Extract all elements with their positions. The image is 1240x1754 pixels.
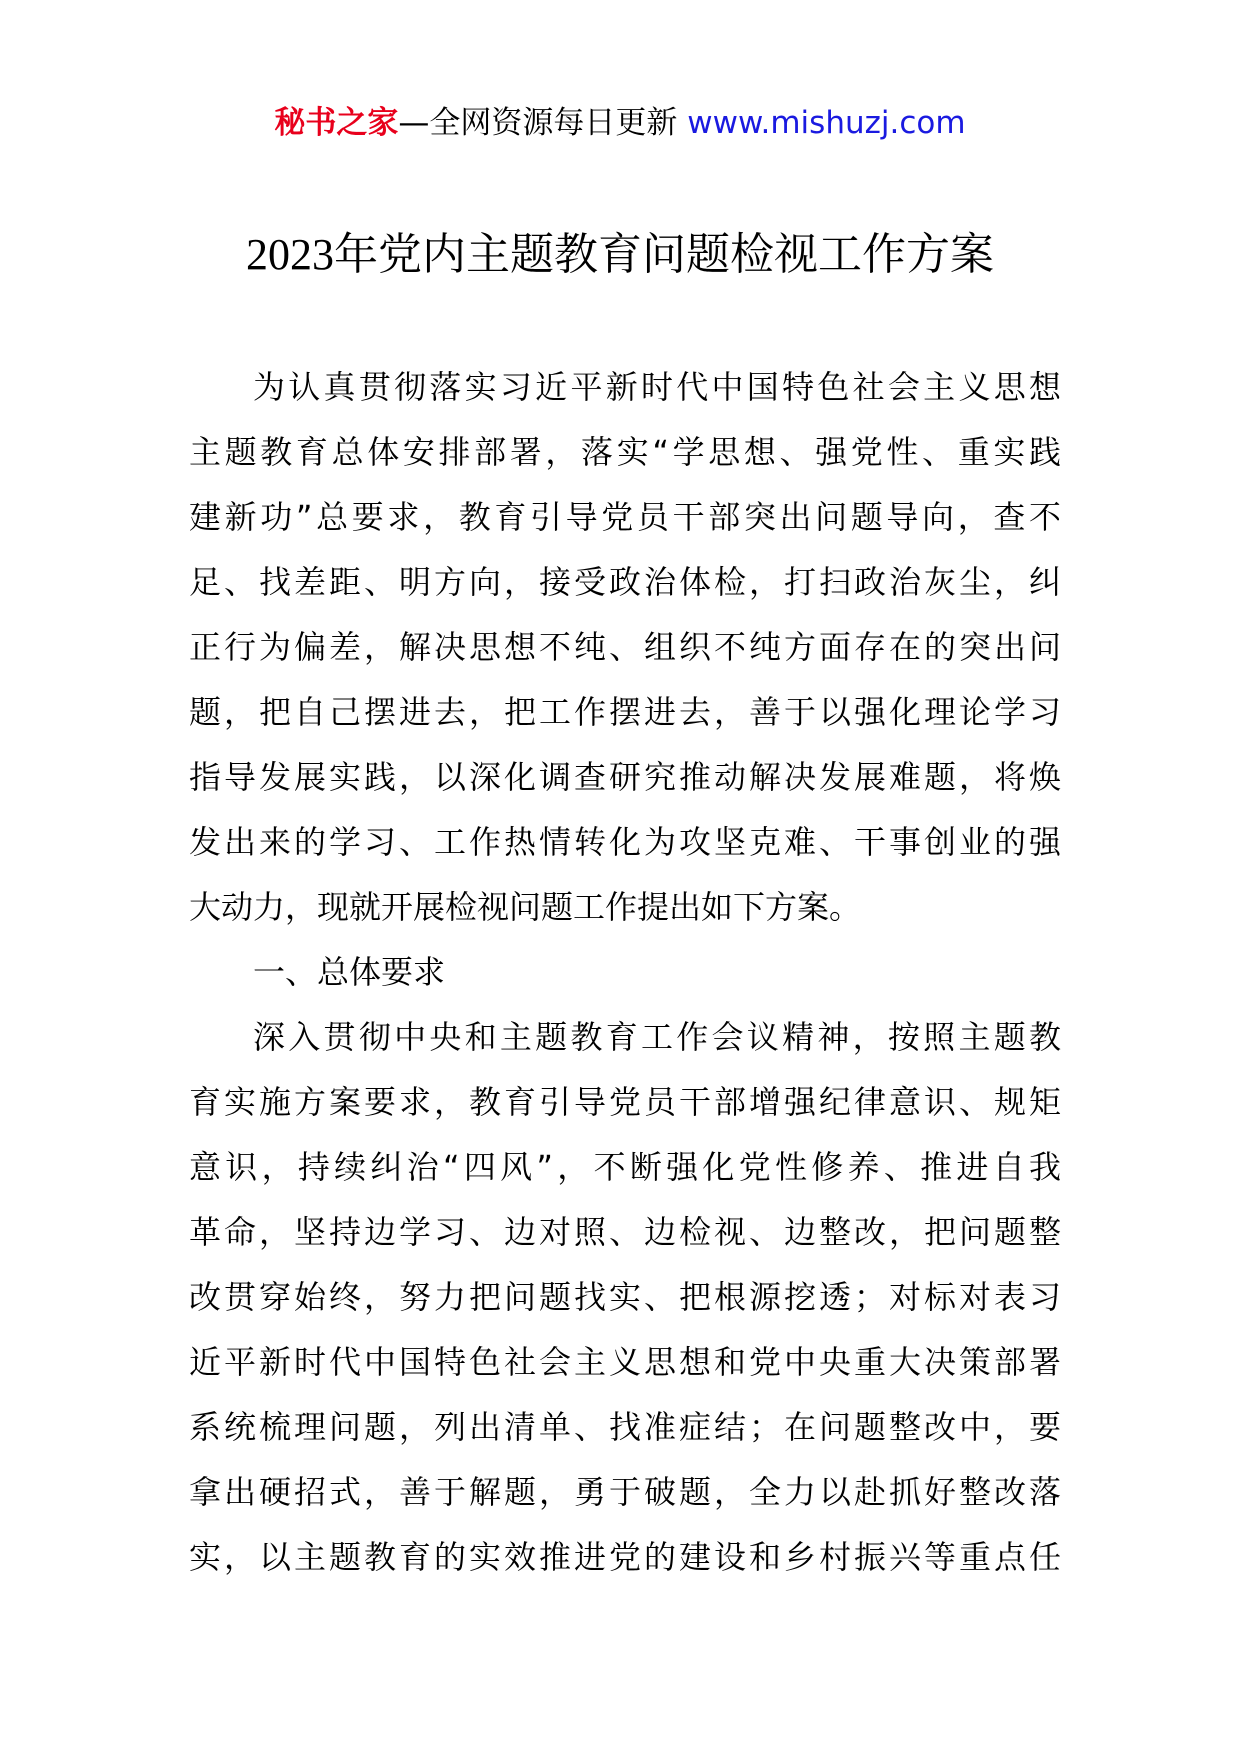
site-header xyxy=(0,100,1240,146)
site-slogan: —全网资源每日更新 xyxy=(398,105,688,141)
text-line: 意识，持续纠治“四风”，不断强化党性修养、推进自我 xyxy=(189,1148,1061,1186)
text-line: 主题教育总体安排部署，落实“学思想、强党性、重实践 xyxy=(189,433,1061,471)
text-line: 拿出硬招式，善于解题，勇于破题，全力以赴抓好整改落 xyxy=(189,1473,1061,1511)
text-line: 改贯穿始终，努力把问题找实、把根源挖透；对标对表习 xyxy=(189,1278,1061,1316)
title-year: 2023 xyxy=(246,230,334,279)
text-line: 深入贯彻中央和主题教育工作会议精神，按照主题教 xyxy=(253,1018,1061,1056)
text-line: 题，把自己摆进去，把工作摆进去，善于以强化理论学习 xyxy=(189,693,1061,731)
text-line: 指导发展实践，以深化调查研究推动解决发展难题，将焕 xyxy=(189,758,1061,796)
text-line: 革命，坚持边学习、边对照、边检视、边整改，把问题整 xyxy=(189,1213,1061,1251)
site-url-link[interactable]: www.mishuzj.com xyxy=(687,105,966,141)
text-line: 为认真贯彻落实习近平新时代中国特色社会主义思想 xyxy=(253,368,1061,406)
text-line: 足、找差距、明方向，接受政治体检，打扫政治灰尘，纠 xyxy=(189,563,1061,601)
document-body xyxy=(189,355,1061,1590)
text-line: 系统梳理问题，列出清单、找准症结；在问题整改中，要 xyxy=(189,1408,1061,1446)
text-line: 大动力，现就开展检视问题工作提出如下方案。 xyxy=(189,888,862,926)
text-line: 正行为偏差，解决思想不纯、组织不纯方面存在的突出问 xyxy=(189,628,1061,666)
brand-name: 秘书之家 xyxy=(274,105,399,141)
text-line: 近平新时代中国特色社会主义思想和党中央重大决策部署 xyxy=(189,1343,1061,1381)
text-line: 实，以主题教育的实效推进党的建设和乡村振兴等重点任 xyxy=(189,1538,1061,1576)
paragraph-intro xyxy=(189,355,1061,940)
text-line: 育实施方案要求，教育引导党员干部增强纪律意识、规矩 xyxy=(189,1083,1061,1121)
paragraph-general-requirements xyxy=(189,1005,1061,1590)
title-text: 年党内主题教育问题检视工作方案 xyxy=(334,229,994,280)
document-title xyxy=(0,225,1240,285)
text-line: 发出来的学习、工作热情转化为攻坚克难、干事创业的强 xyxy=(189,823,1061,861)
text-line: 建新功”总要求，教育引导党员干部突出问题导向，查不 xyxy=(189,498,1061,536)
section-heading: 一、总体要求 xyxy=(253,953,446,991)
